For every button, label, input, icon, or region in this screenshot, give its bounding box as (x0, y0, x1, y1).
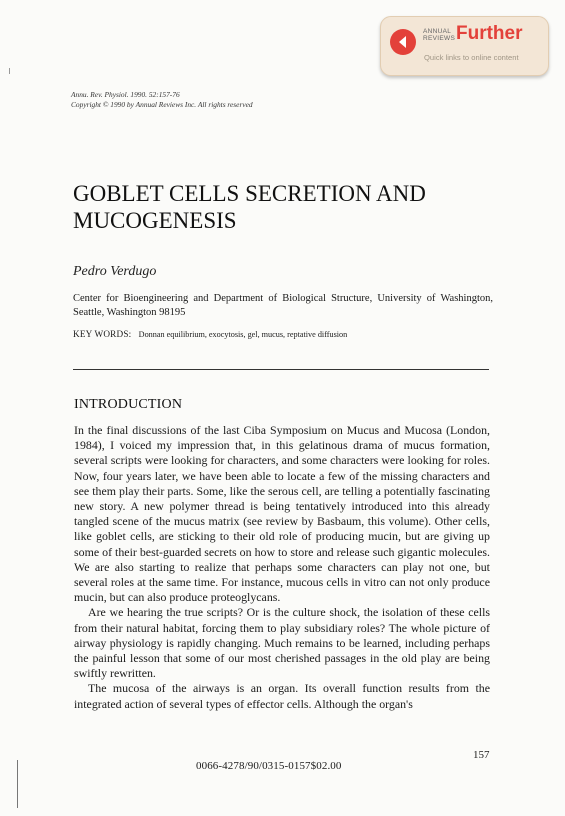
body-text (74, 423, 490, 712)
keywords-label: KEY WORDS: (73, 329, 132, 339)
further-label: Further (456, 23, 523, 44)
section-heading: INTRODUCTION (74, 397, 183, 412)
back-arrow-icon (390, 29, 416, 55)
page-number: 157 (473, 749, 490, 761)
article-code: 0066-4278/90/0315-0157$02.00 (196, 760, 342, 772)
further-badge[interactable] (380, 16, 549, 76)
margin-mark (9, 68, 10, 74)
affiliation: Center for Bioengineering and Department of Biological Structure, University of Washington, Seattle, Washington 98195 (73, 293, 493, 318)
article-title: GOBLET CELLS SECRETION AND MUCOGENESIS (73, 181, 426, 233)
paragraph: The mucosa of the airways is an organ. Its overall function results from the integrated action of several types of effector cells. Although the organ's (74, 681, 490, 711)
paragraph: In the final discussions of the last Ciba Symposium on Mucus and Mucosa (London, 1984), I voiced my impression that, in this gelatinous drama of mucus formation, several scripts were looking for characters, and some characters were looking for roles. Now, four years later, we have been able to locate a few of the missing characters and see them play their parts. Some, like the serous cell, are telling a potentially fascinating new story. A new polymer thread is being tentatively introduced into this already tangled scene of the mucus matrix (see review by Basbaum, this volume). Other cells, like goblet cells, are sticking to their old role of producing mucin, but are giving up some of their best-guarded secrets on how to store and release such gigantic molecules. We are also starting to realize that perhaps some characters can play not one, but several roles at the same time. For instance, mucous cells in vitro can not only produce mucin, but can also produce proteoglycans. (74, 423, 490, 605)
author: Pedro Verdugo (73, 264, 157, 279)
divider (73, 369, 489, 370)
further-subtitle: Quick links to online content (424, 53, 519, 62)
annual-reviews-logo-text: ANNUAL REVIEWS (423, 28, 456, 42)
citation: Annu. Rev. Physiol. 1990. 52:157-76 Copyright © 1990 by Annual Reviews Inc. All rights reserved (71, 90, 253, 109)
keywords-list: Donnan equilibrium, exocytosis, gel, mucus, reptative diffusion (138, 330, 348, 339)
margin-mark (17, 760, 18, 808)
keywords (73, 329, 493, 339)
paragraph: Are we hearing the true scripts? Or is the culture shock, the isolation of these cells from their natural habitat, forcing them to play subsidiary roles? The whole picture of airway physiology is rapidly changing. Much remains to be learned, including perhaps the painful lesson that some of our most cherished passages in the old play are being swiftly rewritten. (74, 605, 490, 681)
